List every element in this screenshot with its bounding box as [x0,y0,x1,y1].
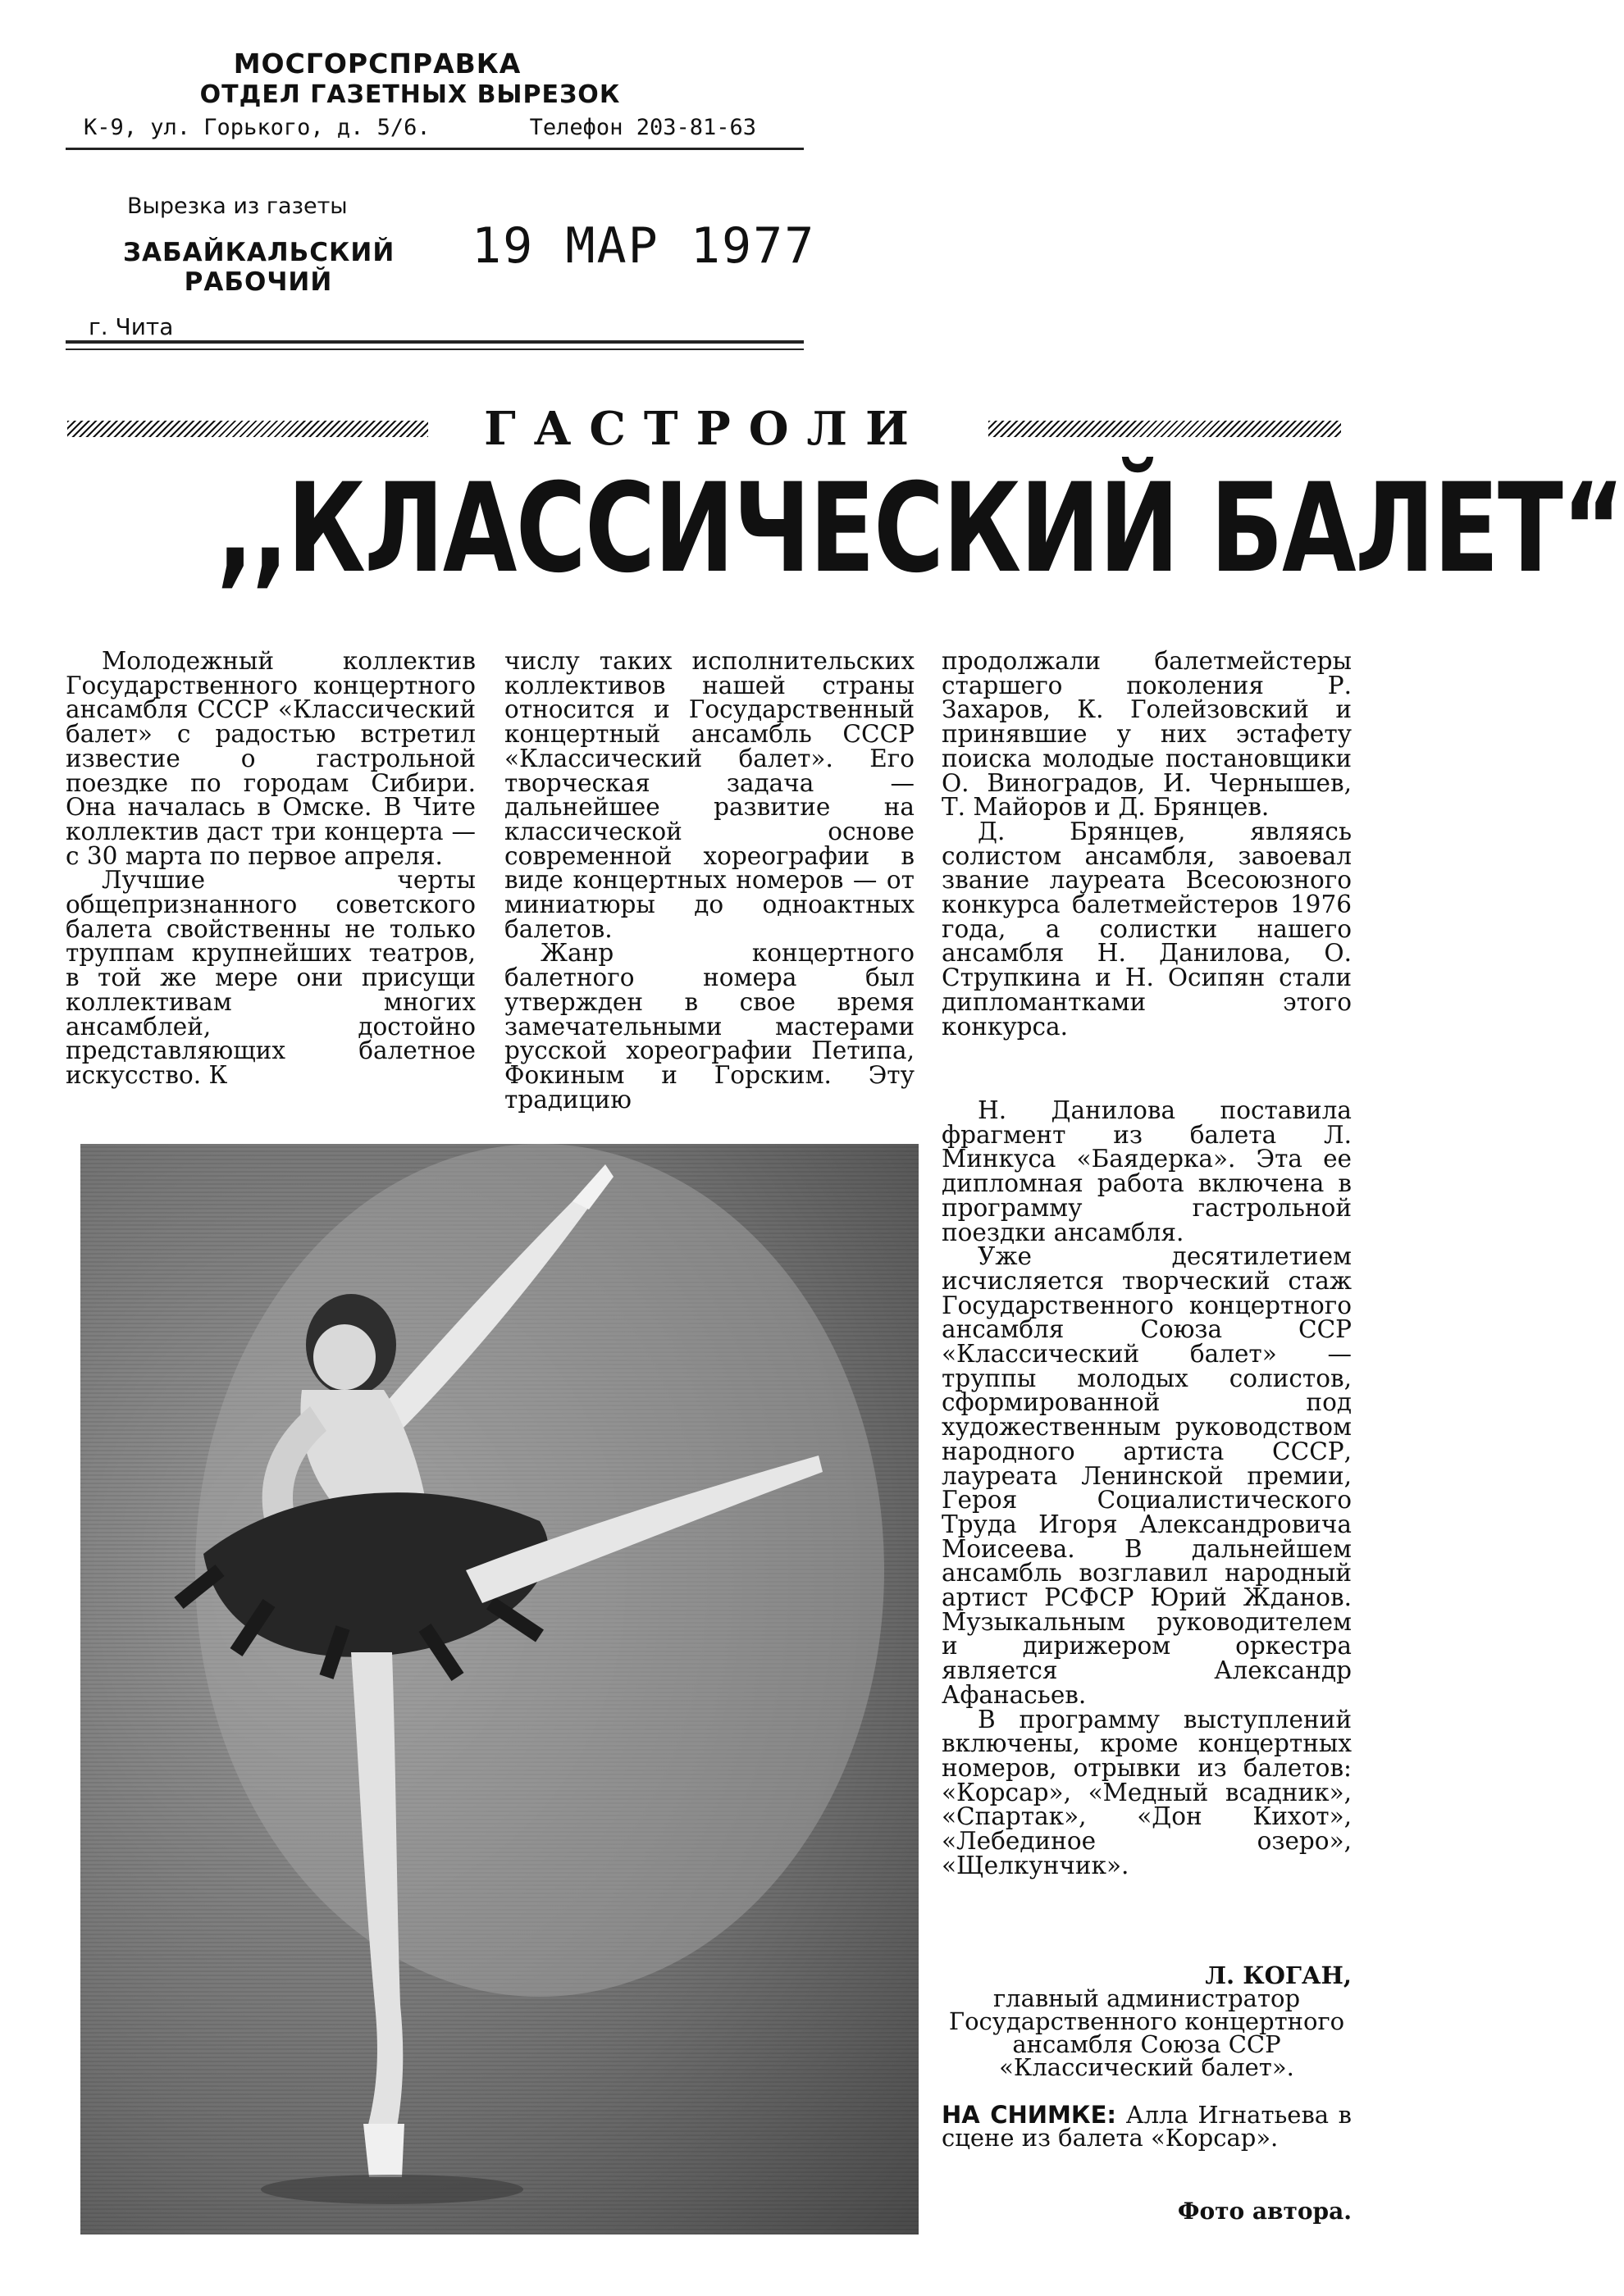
article-column-3-continued [942,1096,1352,1879]
article-column-3 [942,649,1352,1039]
ballerina-figure [80,1144,919,2234]
paragraph: Н. Данилова поставила фрагмент из балета Л. Минкуса «Баядерка». Эта ее дипломная работа включена в программу гастрольной поездки ансамбля. [942,1096,1352,1246]
agency-address: К-9, ул. Горького, д. 5/6. [84,115,431,140]
author-signature [942,1961,1352,2081]
article-column-1 [66,649,476,1088]
caption-text: Алла Игнатьева в сцене из балета «Корсар». [942,2101,1353,2152]
clip-label: Вырезка из газеты [127,194,348,219]
city: г. Чита [89,313,174,340]
date-stamp: 19 МАР 1977 [472,217,816,275]
author-title: главный администратор Государственного концертного ансамбля Союза ССР «Классический балет». [948,1984,1345,2081]
paragraph: Лучшие черты общепризнанного советского балета свойственны не только труппам крупнейших театров, в той же мере они присущи коллективам многих ансамблей, достойно представляющих балетное искусство. К [66,866,476,1089]
paragraph: Уже десятилетием исчисляется творческий стаж Государственного концертного ансамбля Союза ССР «Классический балет» — труппы молодых солистов, сформированной под художественным руководством народного артиста СССР, лауреата Ленинской премии, Героя Социалистического Труда Игоря Александровича Моисеева. В дальнейшем ансамбль возглавил народный артист РСФСР Юрий Жданов. Музыкальным руководителем и дирижером оркестра является Александр Афанасьев. [942,1242,1352,1709]
article-column-2 [504,649,915,1112]
paragraph: В программу выступлений включены, кроме концертных номеров, отрывки из балетов: «Корсар», «Медный всадник», «Спартак», «Дон Кихот», «Лебединое озеро», «Щелкунчик». [942,1705,1352,1879]
article-headline: ,,КЛАССИЧЕСКИЙ БАЛЕТ“ [217,458,1624,600]
photo-caption [942,2101,1353,2152]
divider [66,148,804,150]
author-name: Л. КОГАН, [1205,1961,1352,1989]
department-name: ОТДЕЛ ГАЗЕТНЫХ ВЫРЕЗОК [199,80,621,109]
newspaper-name: ЗАБАЙКАЛЬСКИЙ РАБОЧИЙ [123,238,395,297]
paragraph: Д. Брянцев, являясь солистом ансамбля, завоевал звание лауреата Всесоюзного конкурса балетмейстеров 1976 года, а солистки нашего ансамбля Н. Данилова, О. Струпкина и Н. Осипян стали дипломантками этого конкурса. [942,817,1352,1041]
paragraph: Жанр концертного балетного номера был утвержден в свое время замечательными мастерами русской хореографии Петипа, Фокиным и Горским. Эту традицию [504,939,915,1114]
paragraph: числу таких исполнительских коллективов нашей страны относится и Государственный концертный ансамбль СССР «Классический балет». Его творческая задача — дальнейшее развитие на классической основе современной хореографии в виде концертных номеров — от миниатюры до одноактных балетов. [504,647,915,943]
hatched-rule-right [988,421,1341,437]
divider [66,340,804,344]
agency-phone: Телефон 203-81-63 [529,115,756,140]
ballerina-photo [80,1144,919,2234]
paragraph: Молодежный коллектив Государственного концертного ансамбля СССР «Классический балет» с радостью встретил известие о гастрольной поездке по городам Сибири. Она началась в Омске. В Чите коллектив даст три концерта — с 30 марта по первое апреля. [66,647,476,870]
divider [66,348,804,350]
paragraph: продолжали балетмейстеры старшего поколения Р. Захаров, К. Голейзовский и принявшие у них эстафету поиска молодые постановщики О. Виноградов, И. Чернышев, Т. Майоров и Д. Брянцев. [942,647,1352,822]
agency-name: МОСГОРСПРАВКА [233,48,522,80]
stamp-contact-row [84,115,756,140]
photo-credit: Фото автора. [1177,2198,1352,2225]
section-kicker: ГАСТРОЛИ [484,402,927,456]
caption-label: НА СНИМКЕ: [942,2101,1117,2129]
hatched-rule-left [67,421,428,437]
